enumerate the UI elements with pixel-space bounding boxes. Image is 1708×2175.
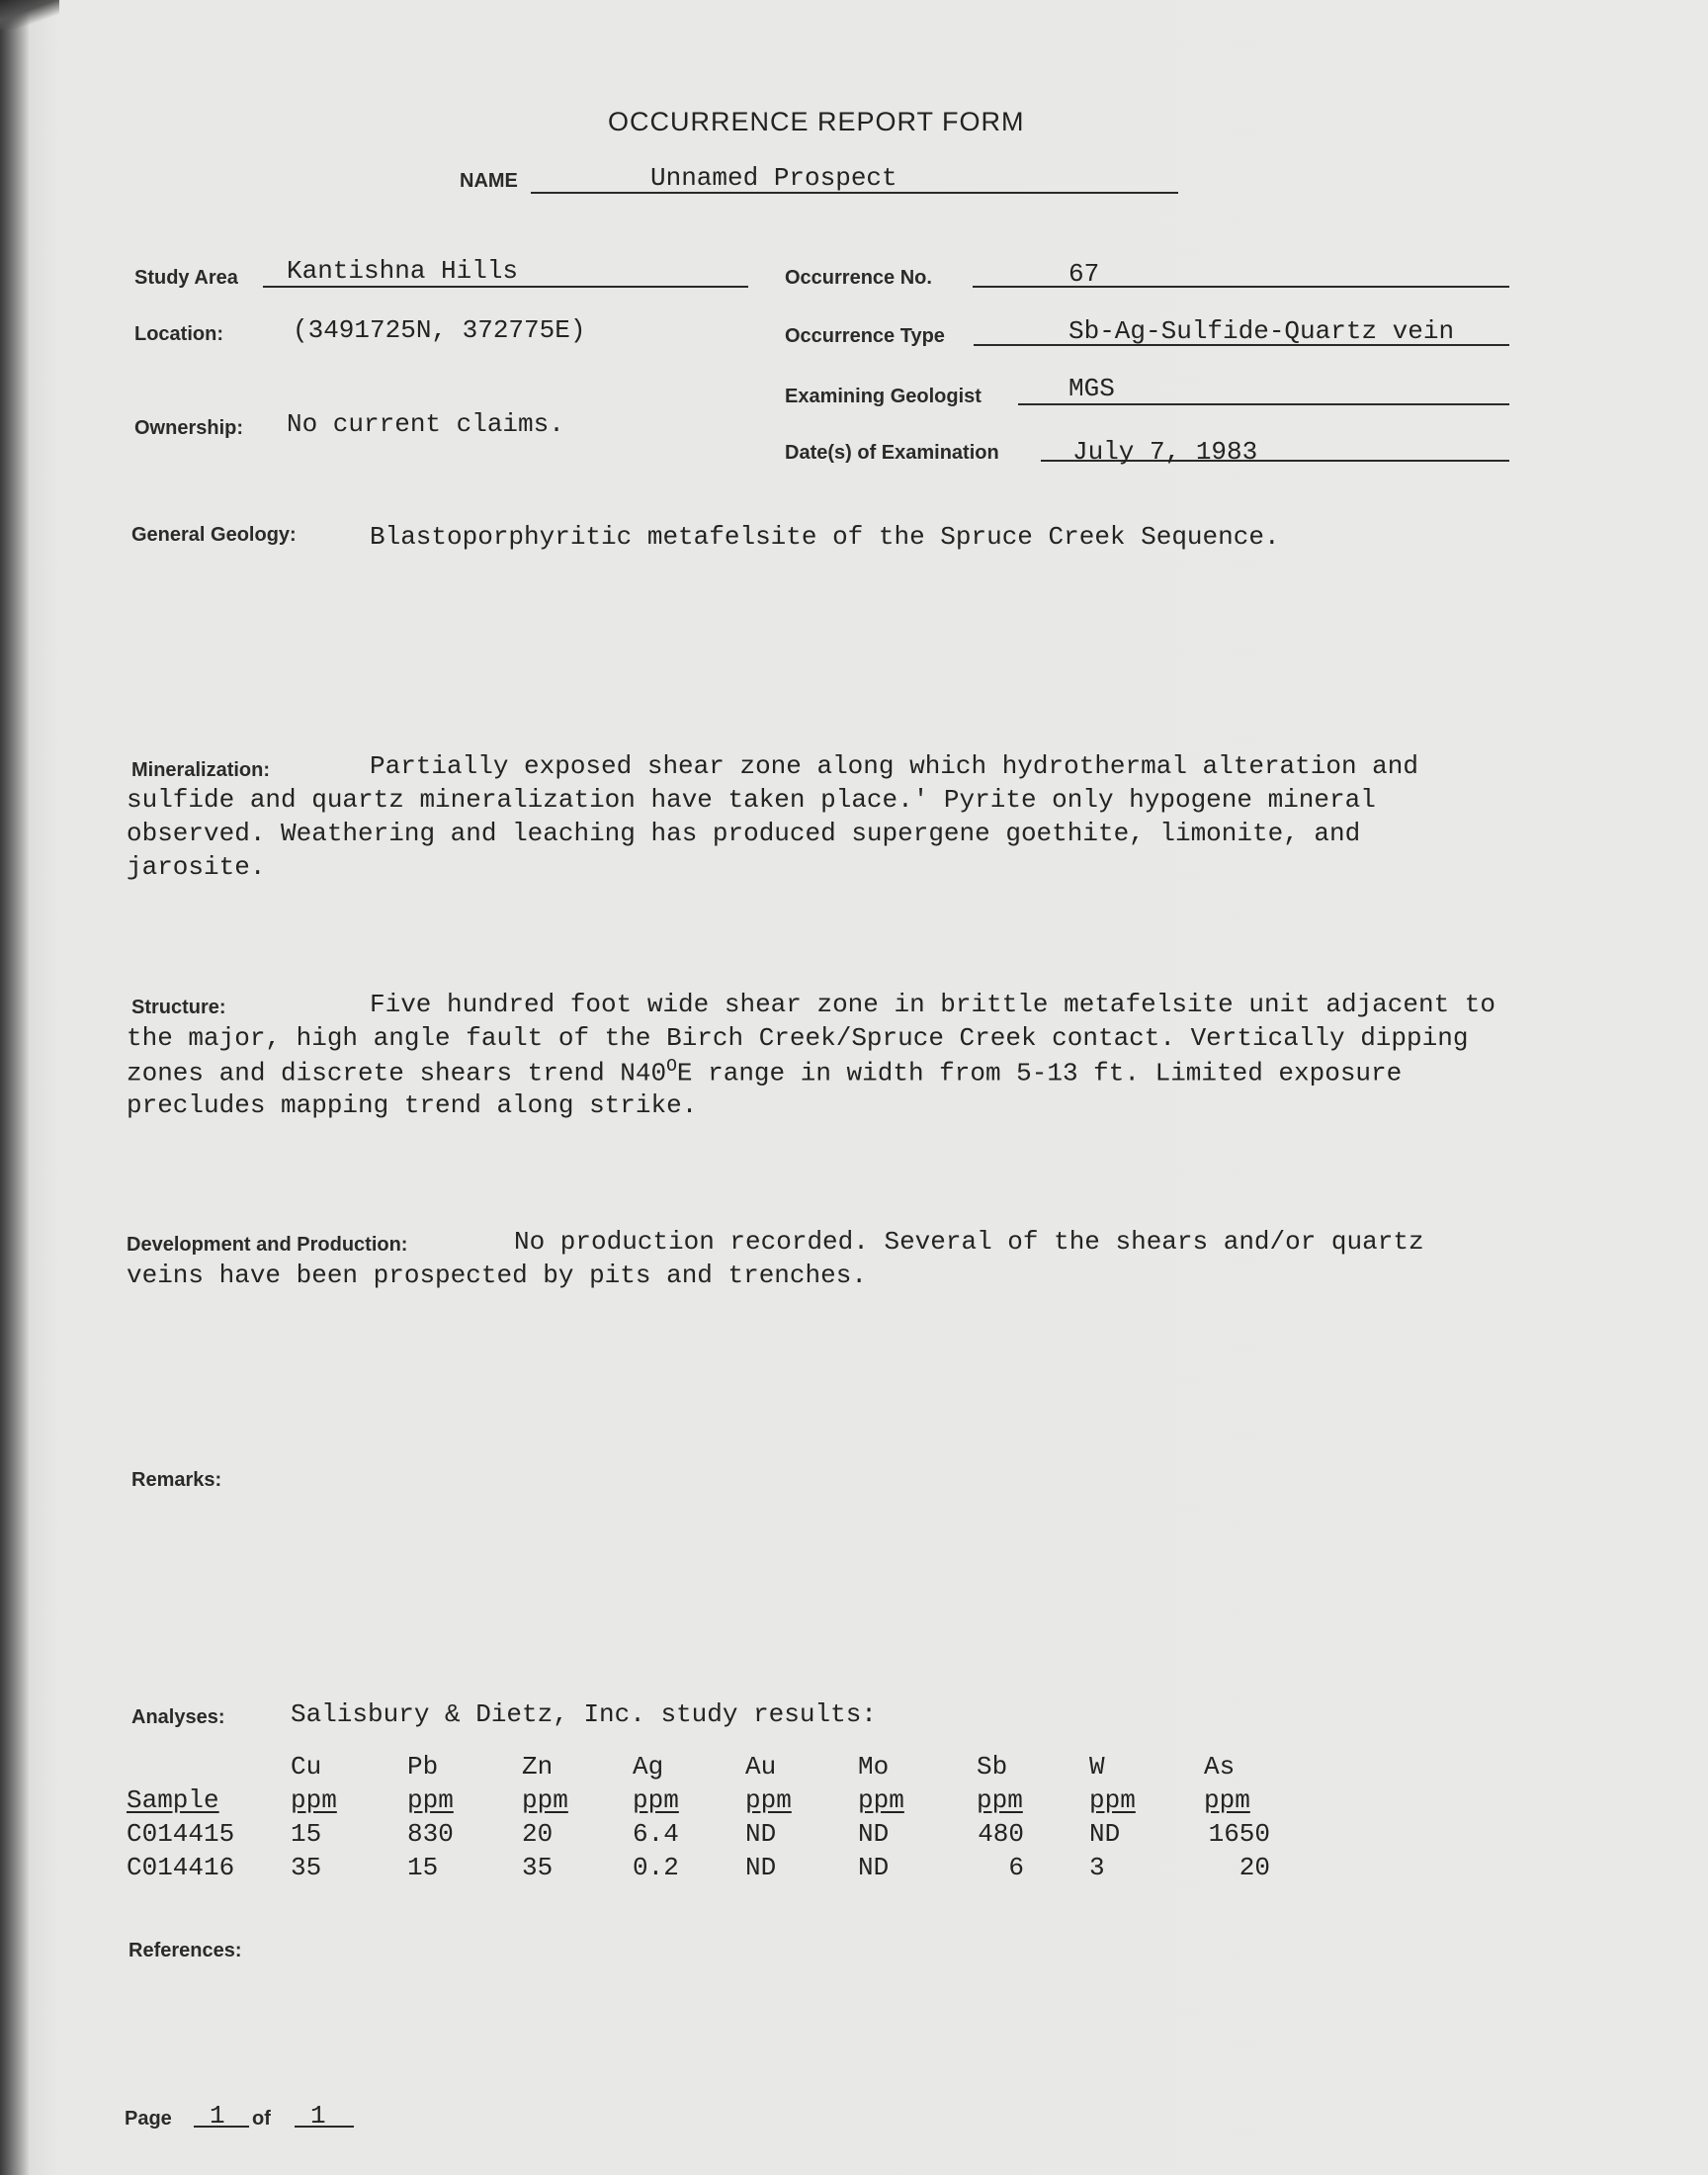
- remarks-label: Remarks:: [131, 1469, 222, 1491]
- element-header: Sb: [977, 1752, 1008, 1782]
- structure-label: Structure:: [131, 997, 226, 1018]
- unit-header: ppm: [745, 1785, 792, 1815]
- structure-line: the major, high angle fault of the Birch Creek/Spruce Creek contact. Vertically dipping: [127, 1023, 1469, 1053]
- form-title: OCCURRENCE REPORT FORM: [608, 107, 1025, 136]
- page-number: 1: [210, 2101, 225, 2131]
- study-area-underline: [263, 286, 748, 288]
- name-label: NAME: [460, 170, 518, 192]
- analyses-intro: Salisbury & Dietz, Inc. study results:: [291, 1699, 877, 1729]
- occurrence-type-value: Sb-Ag-Sulfide-Quartz vein: [1068, 316, 1455, 346]
- structure-line-part: E range in width from 5-13 ft. Limited exposure: [676, 1058, 1403, 1088]
- references-label: References:: [128, 1940, 242, 1961]
- occurrence-no-underline: [973, 286, 1509, 288]
- unit-header: ppm: [291, 1785, 337, 1815]
- page-label: Page: [125, 2108, 172, 2130]
- mineralization-line: Partially exposed shear zone along which hydrothermal alteration and: [370, 751, 1418, 781]
- page-corner-shadow: [0, 0, 59, 30]
- development-label: Development and Production:: [127, 1234, 408, 1256]
- examining-geologist-label: Examining Geologist: [785, 386, 982, 407]
- element-header: Mo: [858, 1752, 890, 1782]
- analysis-value: ND: [745, 1819, 777, 1849]
- element-header: Au: [745, 1752, 777, 1782]
- unit-header: ppm: [858, 1785, 904, 1815]
- occurrence-type-label: Occurrence Type: [785, 325, 945, 347]
- mineralization-label: Mineralization:: [131, 759, 271, 781]
- element-header: Pb: [407, 1752, 439, 1782]
- unit-header: ppm: [522, 1785, 568, 1815]
- element-header: Ag: [633, 1752, 664, 1782]
- location-label: Location:: [134, 323, 223, 345]
- study-area-value: Kantishna Hills: [287, 256, 519, 286]
- analysis-value: 20: [1238, 1853, 1271, 1882]
- analysis-value: 35: [522, 1853, 554, 1882]
- analysis-value: 6.4: [633, 1819, 679, 1849]
- unit-header: ppm: [633, 1785, 679, 1815]
- name-value: Unnamed Prospect: [650, 163, 897, 193]
- element-header: Cu: [291, 1752, 322, 1782]
- general-geology-label: General Geology:: [131, 524, 297, 546]
- development-line: veins have been prospected by pits and trenches.: [127, 1261, 867, 1290]
- unit-header: ppm: [977, 1785, 1023, 1815]
- ownership-value: No current claims.: [287, 409, 564, 439]
- dates-of-examination-label: Date(s) of Examination: [785, 442, 999, 464]
- examining-geologist-underline: [1018, 403, 1509, 405]
- sample-id: C014416: [127, 1853, 235, 1882]
- ownership-label: Ownership:: [134, 417, 244, 439]
- analysis-value: 480: [978, 1819, 1024, 1849]
- analysis-value: 3: [1089, 1853, 1105, 1882]
- unit-header: ppm: [407, 1785, 454, 1815]
- analysis-value: ND: [858, 1853, 890, 1882]
- analysis-value: 1650: [1208, 1819, 1271, 1849]
- mineralization-line: observed. Weathering and leaching has produced supergene goethite, limonite, and: [127, 819, 1361, 848]
- analysis-value: 830: [407, 1819, 454, 1849]
- unit-header: ppm: [1204, 1785, 1250, 1815]
- unit-header: ppm: [1089, 1785, 1136, 1815]
- structure-line-part: zones and discrete shears trend N40: [127, 1058, 667, 1088]
- analysis-value: 15: [291, 1819, 322, 1849]
- of-label: of: [252, 2108, 271, 2130]
- dates-value: July 7, 1983: [1072, 437, 1258, 467]
- location-value: (3491725N, 372775E): [293, 315, 586, 345]
- examining-geologist-value: MGS: [1068, 374, 1115, 403]
- analyses-label: Analyses:: [131, 1706, 225, 1728]
- structure-line: precludes mapping trend along strike.: [127, 1090, 698, 1120]
- degree-superscript: O: [666, 1057, 677, 1077]
- analysis-value: 35: [291, 1853, 322, 1882]
- general-geology-text: Blastoporphyritic metafelsite of the Spruce Creek Sequence.: [370, 522, 1280, 552]
- analysis-value: ND: [745, 1853, 777, 1882]
- occurrence-no-value: 67: [1068, 259, 1100, 289]
- analysis-value: 15: [407, 1853, 439, 1882]
- analysis-value: 20: [522, 1819, 554, 1849]
- structure-line: Five hundred foot wide shear zone in brittle metafelsite unit adjacent to: [370, 990, 1495, 1019]
- sample-header: Sample: [127, 1785, 219, 1815]
- structure-line: [127, 1057, 1402, 1088]
- development-line: No production recorded. Several of the shears and/or quartz: [514, 1227, 1424, 1257]
- analysis-value: 0.2: [633, 1853, 679, 1882]
- mineralization-line: sulfide and quartz mineralization have taken place.' Pyrite only hypogene mineral: [127, 785, 1376, 815]
- occurrence-no-label: Occurrence No.: [785, 267, 932, 289]
- analysis-value: ND: [858, 1819, 890, 1849]
- element-header: As: [1204, 1752, 1236, 1782]
- study-area-label: Study Area: [134, 267, 238, 289]
- analysis-value: 6: [1008, 1853, 1024, 1882]
- sample-id: C014415: [127, 1819, 235, 1849]
- element-header: Zn: [522, 1752, 554, 1782]
- element-header: W: [1089, 1752, 1105, 1782]
- page-shadow-edge: [0, 0, 30, 2175]
- analysis-value: ND: [1089, 1819, 1121, 1849]
- mineralization-line: jarosite.: [127, 852, 266, 882]
- page-total: 1: [310, 2101, 326, 2131]
